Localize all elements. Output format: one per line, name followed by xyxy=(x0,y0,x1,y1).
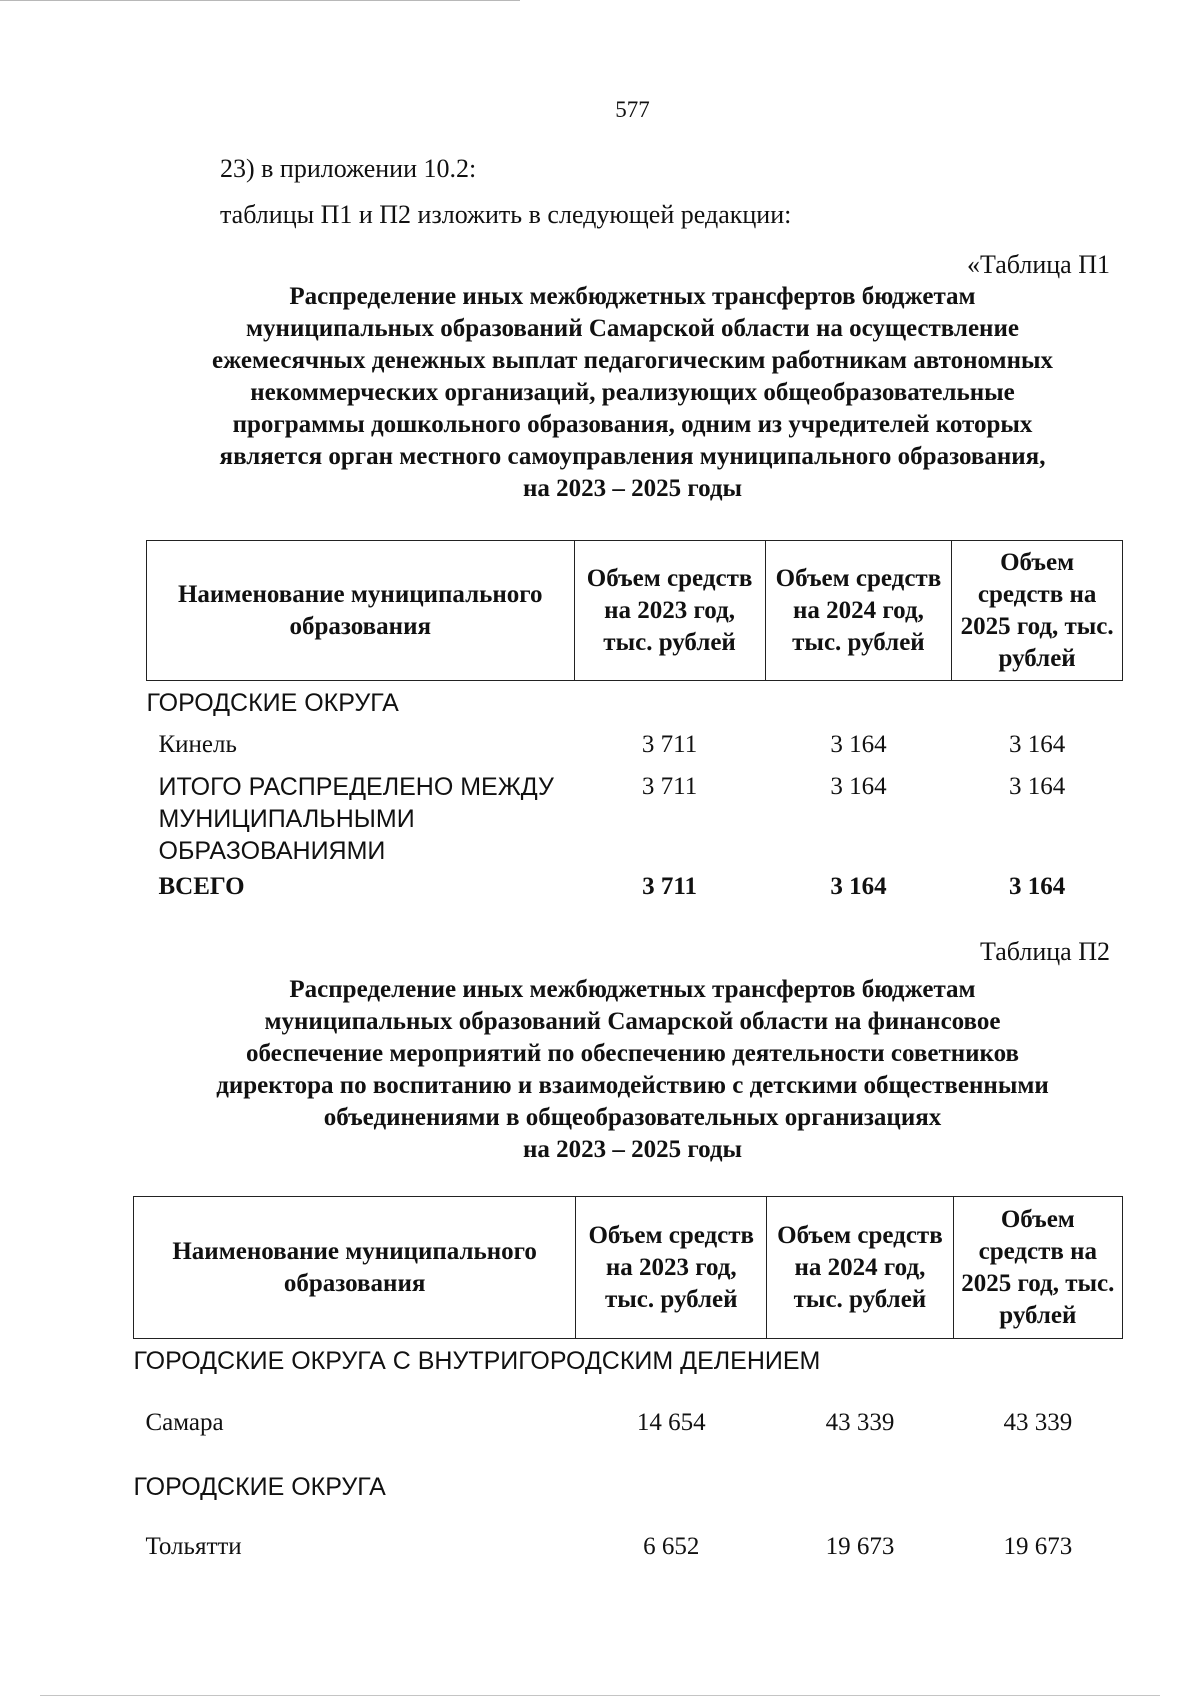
heading-line: объединениями в общеобразовательных организациях xyxy=(323,1104,942,1131)
cell-name: ВСЕГО xyxy=(158,873,245,900)
heading-line: ежемесячных денежных выплат педагогическим работникам автономных xyxy=(211,347,1054,374)
cell-2023: 3 711 xyxy=(641,731,698,758)
column-header-2025: Объем средств на 2025 год, тыс. рублей xyxy=(952,541,1123,681)
cell-2023: 3 711 xyxy=(641,773,698,800)
cell-2023: 3 711 xyxy=(642,873,697,900)
section-row xyxy=(147,681,1123,728)
total-row xyxy=(147,867,1123,911)
table-row xyxy=(134,1515,1123,1575)
heading-line: некоммерческих организаций, реализующих общеобразовательные xyxy=(250,379,1015,406)
heading-line: является орган местного самоуправления муниципального образования, xyxy=(219,443,1046,470)
table-header-row xyxy=(134,1197,1123,1339)
heading-line: муниципальных образований Самарской области на финансовое xyxy=(264,1008,1001,1035)
column-header-name: Наименование муниципального образования xyxy=(147,541,575,681)
section-title: ГОРОДСКИЕ ОКРУГА xyxy=(146,689,399,717)
heading-line: директора по воспитанию и взаимодействию с детскими общественными xyxy=(216,1072,1049,1099)
table-p1-label: «Таблица П1 xyxy=(967,250,1110,279)
column-header-2023: Объем средств на 2023 год, тыс. рублей xyxy=(576,1197,767,1339)
column-header-2024: Объем средств на 2024 год, тыс. рублей xyxy=(765,541,952,681)
cell-2024: 19 673 xyxy=(825,1533,895,1560)
cell-name: Кинель xyxy=(158,731,237,758)
table-p2 xyxy=(133,1196,1123,1575)
cell-2024: 3 164 xyxy=(830,773,887,800)
table-p2-heading xyxy=(140,974,1125,1166)
heading-line: программы дошкольного образования, одним из учредителей которых xyxy=(232,411,1033,438)
cell-2025: 3 164 xyxy=(1009,731,1066,758)
cell-name: Тольятти xyxy=(145,1533,242,1560)
table-row xyxy=(147,727,1123,769)
cell-2024: 3 164 xyxy=(830,731,887,758)
heading-line: Распределение иных межбюджетных трансфертов бюджетам xyxy=(289,283,976,310)
column-header-name: Наименование муниципального образования xyxy=(134,1197,576,1339)
heading-line: на 2023 – 2025 годы xyxy=(522,475,743,502)
cell-2025: 43 339 xyxy=(1003,1409,1073,1436)
heading-line: обеспечение мероприятий по обеспечению деятельности советников xyxy=(246,1040,1019,1067)
cell-name: ИТОГО РАСПРЕДЕЛЕНО МЕЖДУ МУНИЦИПАЛЬНЫМИ ОБРАЗОВАНИЯМИ xyxy=(158,773,554,865)
table-p1 xyxy=(146,540,1123,911)
section-row xyxy=(134,1457,1123,1515)
cell-2024: 3 164 xyxy=(830,873,887,900)
table-row xyxy=(147,769,1123,867)
intro-instruction: таблицы П1 и П2 изложить в следующей редакции: xyxy=(220,200,792,229)
table-header-row xyxy=(147,541,1123,681)
section-title: ГОРОДСКИЕ ОКРУГА xyxy=(133,1473,386,1501)
cell-2025: 3 164 xyxy=(1009,773,1066,800)
cell-2025: 19 673 xyxy=(1003,1533,1073,1560)
table-row xyxy=(134,1389,1123,1457)
section-row xyxy=(134,1339,1123,1390)
cell-name: Самара xyxy=(145,1409,224,1436)
scan-edge-top xyxy=(0,0,520,1)
intro-item: 23) в приложении 10.2: xyxy=(220,154,477,183)
page-number: 577 xyxy=(615,97,650,122)
cell-2024: 43 339 xyxy=(825,1409,895,1436)
table-p1-heading xyxy=(140,281,1125,505)
cell-2025: 3 164 xyxy=(1009,873,1066,900)
heading-line: Распределение иных межбюджетных трансфертов бюджетам xyxy=(289,976,976,1003)
column-header-2024: Объем средств на 2024 год, тыс. рублей xyxy=(767,1197,953,1339)
section-title: ГОРОДСКИЕ ОКРУГА С ВНУТРИГОРОДСКИМ ДЕЛЕНИЕМ xyxy=(133,1347,821,1375)
cell-2023: 6 652 xyxy=(643,1533,700,1560)
heading-line: на 2023 – 2025 годы xyxy=(522,1136,743,1163)
column-header-2023: Объем средств на 2023 год, тыс. рублей xyxy=(574,541,765,681)
table-p2-label: Таблица П2 xyxy=(980,937,1110,966)
cell-2023: 14 654 xyxy=(636,1409,706,1436)
column-header-2025: Объем средств на 2025 год, тыс. рублей xyxy=(953,1197,1122,1339)
scan-edge-bottom xyxy=(40,1695,1160,1696)
heading-line: муниципальных образований Самарской области на осуществление xyxy=(246,315,1019,342)
